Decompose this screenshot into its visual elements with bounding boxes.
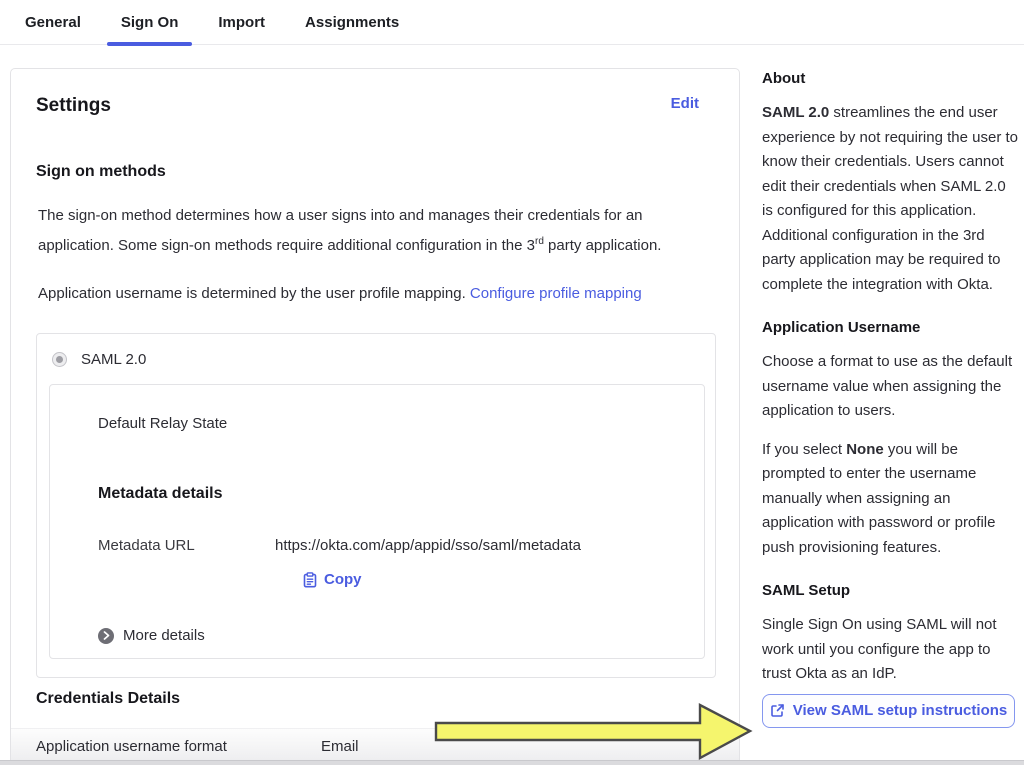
more-details-label: More details — [123, 627, 205, 644]
tab-import-label: Import — [218, 13, 266, 31]
about-bold-lead: SAML 2.0 — [762, 104, 830, 121]
saml-radio-label: SAML 2.0 — [81, 351, 147, 368]
view-saml-setup-instructions-button[interactable] — [762, 694, 1015, 728]
edit-link[interactable]: Edit — [670, 95, 699, 112]
copy-metadata-url-button[interactable] — [303, 571, 362, 588]
none-bold: None — [846, 440, 884, 458]
tab-sign-on[interactable] — [119, 0, 181, 45]
clipboard-icon — [303, 572, 317, 588]
external-link-icon — [770, 703, 785, 718]
metadata-url-value: https://okta.com/app/appid/sso/saml/metadata — [275, 537, 581, 554]
tab-general[interactable] — [23, 0, 83, 45]
active-tab-underline — [107, 42, 193, 46]
tab-sign-on-label: Sign On — [120, 13, 179, 31]
default-relay-state-label: Default Relay State — [98, 415, 228, 432]
tab-assignments[interactable] — [303, 0, 401, 45]
app-username-p2-after: you will be prompted to enter the username manually when assigning an application with password or profile push provisioning features. — [762, 440, 996, 556]
username-mapping-text: Application username is determined by the user profile mapping. — [38, 285, 470, 302]
application-username-format-value: Email — [321, 738, 359, 755]
viewport-bottom-edge — [0, 760, 1024, 765]
saml-setup-heading: SAML Setup — [762, 582, 851, 599]
about-text: streamlines the end user experience by not requiring the user to know their credentials. Users cannot edit their credentials when SAML 2.0 is configured for this application. Additional configuration in the 3rd party application may be required to complete the integration with Okta. — [762, 104, 1018, 293]
saml-details-box — [49, 384, 705, 659]
sign-on-desc-text-end: party application. — [543, 237, 662, 254]
sign-on-desc-text: The sign-on method determines how a user signs into and manages their credentials for an application. Some sign-on methods require additional configuration in the 3 — [38, 207, 643, 254]
saml-method-box — [36, 333, 716, 678]
tab-general-label: General — [25, 13, 81, 31]
copy-label: Copy — [324, 571, 362, 588]
application-username-paragraph-2 — [762, 438, 1020, 561]
sign-on-methods-description — [38, 203, 711, 259]
application-username-format-label: Application username format — [36, 738, 227, 755]
credentials-details-heading: Credentials Details — [36, 690, 181, 707]
tab-import[interactable] — [216, 0, 267, 45]
about-heading: About — [762, 70, 806, 87]
tab-assignments-label: Assignments — [305, 13, 400, 31]
metadata-details-heading: Metadata details — [98, 485, 223, 502]
about-paragraph — [762, 101, 1020, 297]
app-tabbar — [0, 0, 1024, 45]
settings-title: Settings — [36, 95, 111, 116]
application-username-paragraph-1: Choose a format to use as the default username value when assigning the application to users. — [762, 353, 1013, 419]
saml-radio-row — [37, 334, 715, 368]
app-username-p2-before: If you select — [762, 440, 847, 458]
username-mapping-note — [38, 281, 711, 307]
configure-profile-mapping-link[interactable]: Configure profile mapping — [469, 285, 642, 302]
view-saml-setup-instructions-label: View SAML setup instructions — [792, 702, 1008, 719]
application-username-heading: Application Username — [762, 319, 921, 336]
saml-radio-button[interactable] — [52, 352, 67, 367]
settings-card — [10, 68, 740, 765]
help-sidebar — [762, 70, 1020, 728]
chevron-right-circle-icon — [98, 628, 114, 644]
saml-setup-paragraph: Single Sign On using SAML will not work until you configure the app to trust Okta as an IdP. — [762, 616, 997, 682]
ordinal-superscript: rd — [534, 236, 544, 247]
more-details-toggle[interactable] — [98, 627, 205, 644]
sign-on-methods-heading: Sign on methods — [36, 163, 166, 180]
settings-card-header — [11, 69, 739, 117]
metadata-url-label: Metadata URL — [98, 537, 195, 554]
